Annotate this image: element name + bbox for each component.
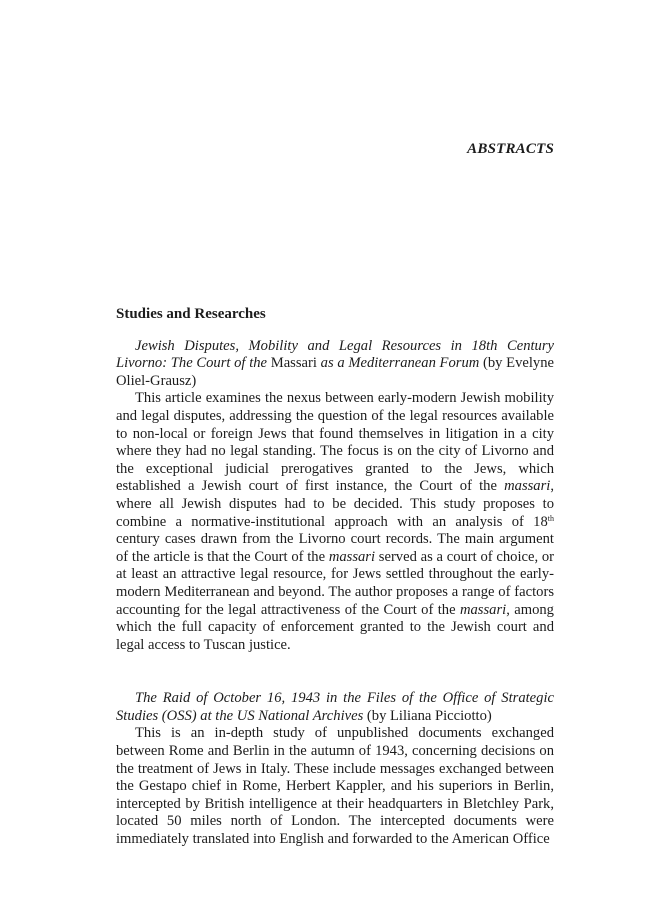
running-head: ABSTRACTS [467,141,554,157]
title-roman-part: Massari [267,355,321,372]
article-abstract: This is an in-depth study of unpublished documents exchanged between Rome and Berlin in the autumn of 1943, concerning decisions on the treatment of Jews in Italy. These include messages exchanged between the Gestapo chief in Rome, Herbert Kappler, and his superiors in Berlin, intercepted by British intelligence at their headquarters in Bletchley Park, located 50 miles north of London. The intercepted documents were immediately translated into English and forwarded to the American Office [116,725,554,848]
page-content [116,306,554,849]
ordinal-superscript: th [547,513,554,523]
title-italic-part-1: Jewish Disputes, Mobility and Legal Resources in 18th Century Livorno: The Court of the [116,337,554,372]
article-1 [116,338,554,655]
italic-term: massari [328,548,376,565]
section-heading: Studies and Researches [116,306,266,322]
article-title [116,690,554,725]
italic-term: massari [504,478,551,495]
article-byline: (by Liliana Picciotto) [363,707,492,724]
article-byline: (by Evelyne Oliel-Grausz) [116,355,554,389]
title-italic-part-2: as a Mediterranean Forum [320,355,480,372]
article-title [116,338,554,391]
title-italic-part-1: The Raid of October 16, 1943 in the Files of the Office of Strategic Studies (OSS) at the US National Archives [116,690,554,724]
article-abstract: This article examines the nexus between early-modern Jewish mobility and legal disputes, addressing the question of the legal resources available to non-local or foreign Jews that found themselves in litigation in a city where they had no legal standing. The focus is on the city of Livorno and the exceptional judicial prerogatives granted to the Jews, which established a Jewish court of first instance, the Court of the massari, where all Jewish disputes had to be decided. This study proposes to combine a normative-institutional approach with an analysis of 18th century cases drawn from the Livorno court records. The main argument of the article is that the Court of the massari served as a court of choice, or at least an attractive legal resource, for Jews settled throughout the early-modern Mediterranean and beyond. The author proposes a range of factors accounting for the legal attractiveness of the Court of the massari, among which the full capacity of enforcement granted to the Jewish court and legal access to Tuscan justice. [116,390,554,653]
italic-term: massari [459,601,507,618]
article-2 [116,690,554,848]
